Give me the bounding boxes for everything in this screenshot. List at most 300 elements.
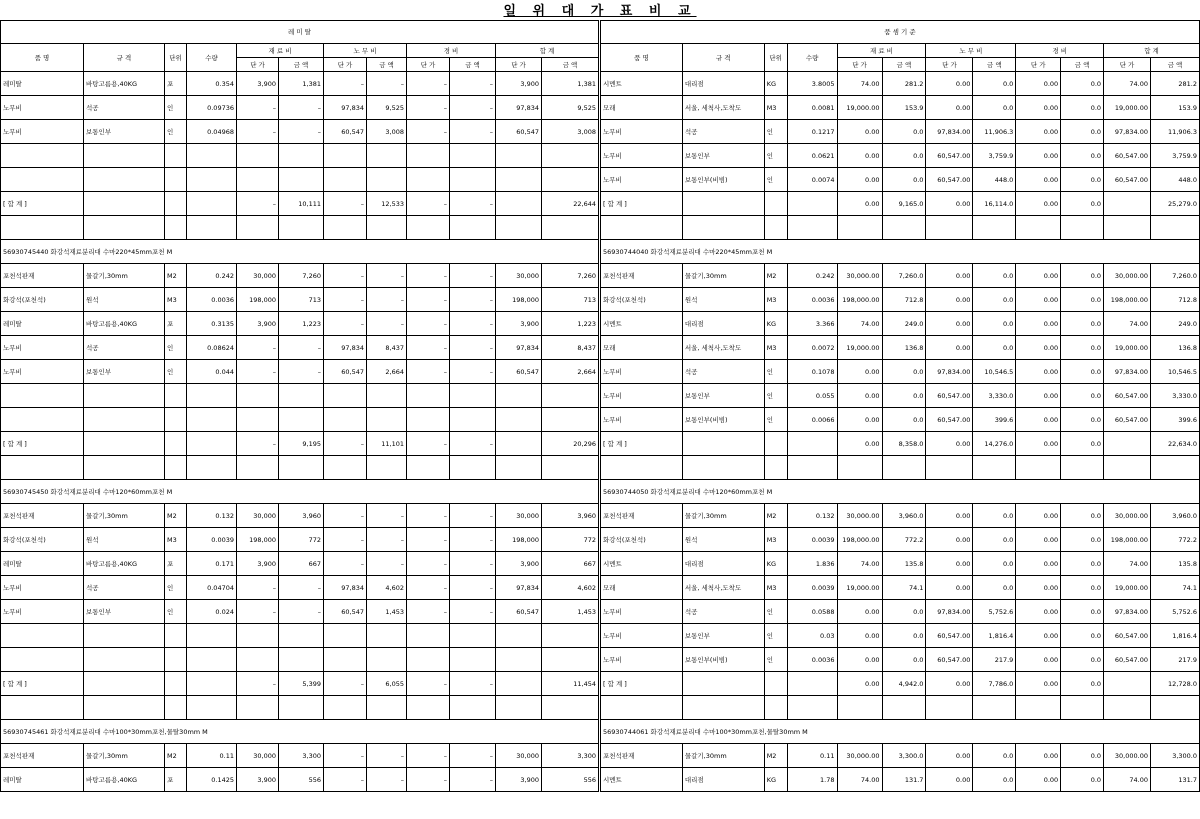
material-unit-price: 19,000.00 — [837, 576, 882, 600]
material-amount: 74.1 — [882, 576, 926, 600]
table-row — [1, 360, 599, 384]
total-amount: 217.9 — [1151, 648, 1200, 672]
total-amount: 3,300 — [542, 744, 599, 768]
empty-cell — [407, 648, 450, 672]
material-amount: – — [279, 576, 324, 600]
expense-amount: 0.0 — [1061, 744, 1104, 768]
labor-unit-price: – — [324, 192, 367, 216]
empty-cell — [84, 456, 165, 480]
item-spec — [84, 432, 165, 456]
table-row — [601, 288, 1200, 312]
expense-amount: 0.0 — [1061, 192, 1104, 216]
material-amount: 3,300.0 — [882, 744, 926, 768]
labor-amount: 0.0 — [973, 264, 1016, 288]
item-name: 노무비 — [601, 648, 683, 672]
total-unit-price — [1104, 192, 1151, 216]
header-spec: 규 격 — [682, 44, 764, 72]
material-amount: 7,260.0 — [882, 264, 926, 288]
item-spec: 원석 — [682, 528, 764, 552]
total-amount: 281.2 — [1151, 72, 1200, 96]
item-name: 노무비 — [601, 120, 683, 144]
item-qty: 0.0074 — [787, 168, 837, 192]
material-unit-price: 19,000.00 — [837, 336, 882, 360]
table-row — [1, 72, 599, 96]
expense-amount: – — [450, 360, 496, 384]
expense-amount: – — [450, 576, 496, 600]
total-amount: 399.6 — [1151, 408, 1200, 432]
expense-amount: 0.0 — [1061, 96, 1104, 120]
empty-cell — [187, 648, 237, 672]
empty-cell — [84, 648, 165, 672]
expense-unit-price: 0.00 — [1016, 360, 1061, 384]
table-row — [601, 576, 1200, 600]
item-spec: 보통인부 — [682, 624, 764, 648]
empty-cell — [407, 456, 450, 480]
empty-cell — [1, 696, 84, 720]
expense-amount: 0.0 — [1061, 768, 1104, 792]
labor-unit-price: 60,547 — [324, 120, 367, 144]
total-unit-price: 60,547 — [496, 120, 542, 144]
item-name: 모래 — [601, 576, 683, 600]
material-amount: 713 — [279, 288, 324, 312]
material-unit-price: 74.00 — [837, 312, 882, 336]
empty-cell — [1104, 696, 1151, 720]
right-table-body — [601, 21, 1200, 792]
item-qty: 0.354 — [187, 72, 237, 96]
item-code-row — [1, 480, 599, 504]
item-spec: 대리점 — [682, 552, 764, 576]
empty-cell — [1104, 456, 1151, 480]
material-unit-price: – — [237, 432, 279, 456]
item-qty: 0.242 — [787, 264, 837, 288]
item-spec: 물갈기,30mm — [84, 504, 165, 528]
item-unit: 인 — [165, 600, 187, 624]
expense-amount: 0.0 — [1061, 336, 1104, 360]
item-qty: 0.132 — [187, 504, 237, 528]
total-unit-price: 198,000.00 — [1104, 288, 1151, 312]
empty-cell — [496, 624, 542, 648]
total-amount: 12,728.0 — [1151, 672, 1200, 696]
labor-amount: 2,664 — [367, 360, 407, 384]
total-amount: 11,906.3 — [1151, 120, 1200, 144]
item-unit: 포 — [165, 72, 187, 96]
labor-unit-price: 97,834 — [324, 96, 367, 120]
material-amount: – — [279, 96, 324, 120]
table-row — [601, 528, 1200, 552]
labor-amount: 16,114.0 — [973, 192, 1016, 216]
item-qty — [787, 192, 837, 216]
empty-cell — [1, 144, 84, 168]
total-unit-price: 74.00 — [1104, 768, 1151, 792]
item-spec: 보통인부 — [84, 360, 165, 384]
total-unit-price: 60,547.00 — [1104, 648, 1151, 672]
total-unit-price: 60,547.00 — [1104, 384, 1151, 408]
item-qty — [187, 192, 237, 216]
material-unit-price: 0.00 — [837, 168, 882, 192]
header-unit-price: 단 가 — [496, 58, 542, 72]
empty-cell — [165, 384, 187, 408]
labor-amount: 3,008 — [367, 120, 407, 144]
labor-unit-price: 60,547 — [324, 360, 367, 384]
material-unit-price: – — [237, 192, 279, 216]
labor-unit-price: – — [324, 744, 367, 768]
expense-amount: – — [450, 600, 496, 624]
item-unit: 포 — [165, 768, 187, 792]
table-row — [601, 624, 1200, 648]
labor-unit-price: 60,547.00 — [926, 408, 973, 432]
total-unit-price: 60,547 — [496, 600, 542, 624]
item-qty: 0.0621 — [787, 144, 837, 168]
expense-unit-price: – — [407, 288, 450, 312]
empty-cell — [165, 144, 187, 168]
total-amount: 448.0 — [1151, 168, 1200, 192]
labor-unit-price: – — [324, 72, 367, 96]
item-qty: 0.0039 — [787, 528, 837, 552]
item-unit: 인 — [764, 120, 787, 144]
header-unit: 단위 — [165, 44, 187, 72]
empty-cell — [926, 456, 973, 480]
material-unit-price: 0.00 — [837, 384, 882, 408]
blank-row — [1, 384, 599, 408]
total-unit-price: 74.00 — [1104, 72, 1151, 96]
item-spec: 석공 — [682, 120, 764, 144]
table-row — [601, 600, 1200, 624]
header-name: 품 명 — [601, 44, 683, 72]
blank-row — [1, 696, 599, 720]
expense-amount: – — [450, 552, 496, 576]
item-qty: 0.04704 — [187, 576, 237, 600]
item-name: 레미탈 — [1, 768, 84, 792]
empty-cell — [279, 648, 324, 672]
item-name: [ 합 계 ] — [601, 192, 683, 216]
item-name: [ 합 계 ] — [1, 432, 84, 456]
expense-amount: 0.0 — [1061, 384, 1104, 408]
labor-amount: 11,101 — [367, 432, 407, 456]
empty-cell — [367, 696, 407, 720]
total-amount: 25,279.0 — [1151, 192, 1200, 216]
expense-amount: 0.0 — [1061, 408, 1104, 432]
expense-amount: – — [450, 432, 496, 456]
material-unit-price: – — [237, 120, 279, 144]
total-unit-price: 97,834 — [496, 576, 542, 600]
item-name: 포천석판재 — [601, 744, 683, 768]
item-name: 모래 — [601, 96, 683, 120]
table-row — [601, 768, 1200, 792]
empty-cell — [682, 696, 764, 720]
table-row — [601, 408, 1200, 432]
labor-unit-price: 0.00 — [926, 744, 973, 768]
item-spec: 물갈기,30mm — [682, 264, 764, 288]
total-amount: 22,644 — [542, 192, 599, 216]
blank-row — [1, 216, 599, 240]
empty-cell — [279, 624, 324, 648]
table-row — [601, 648, 1200, 672]
labor-unit-price: – — [324, 504, 367, 528]
material-unit-price: 3,900 — [237, 552, 279, 576]
total-unit-price: 97,834.00 — [1104, 120, 1151, 144]
empty-cell — [84, 144, 165, 168]
total-unit-price: 3,900 — [496, 552, 542, 576]
empty-cell — [279, 144, 324, 168]
item-name: 화강석(포천석) — [1, 528, 84, 552]
empty-cell — [324, 384, 367, 408]
table-row — [601, 168, 1200, 192]
empty-cell — [279, 384, 324, 408]
material-unit-price: 0.00 — [837, 648, 882, 672]
item-spec: 물갈기,30mm — [682, 744, 764, 768]
expense-amount: 0.0 — [1061, 504, 1104, 528]
material-amount: 249.0 — [882, 312, 926, 336]
item-name: 레미탈 — [1, 72, 84, 96]
labor-unit-price: 97,834 — [324, 336, 367, 360]
empty-cell — [542, 168, 599, 192]
item-qty: 3.8005 — [787, 72, 837, 96]
material-unit-price: 0.00 — [837, 120, 882, 144]
empty-cell — [407, 384, 450, 408]
item-spec: 보통인부 — [682, 384, 764, 408]
total-unit-price: 97,834.00 — [1104, 600, 1151, 624]
expense-amount: 0.0 — [1061, 576, 1104, 600]
item-unit: 인 — [764, 408, 787, 432]
item-qty — [787, 432, 837, 456]
item-qty: 0.0036 — [187, 288, 237, 312]
table-row — [601, 744, 1200, 768]
labor-unit-price: 0.00 — [926, 312, 973, 336]
item-spec: 대리점 — [682, 312, 764, 336]
item-qty: 0.171 — [187, 552, 237, 576]
total-amount: 9,525 — [542, 96, 599, 120]
item-spec: 바탕고름용,40KG — [84, 552, 165, 576]
expense-amount: – — [450, 288, 496, 312]
total-unit-price: 60,547.00 — [1104, 624, 1151, 648]
item-unit — [165, 432, 187, 456]
blank-row — [1, 144, 599, 168]
empty-cell — [237, 456, 279, 480]
item-unit: M3 — [764, 528, 787, 552]
labor-amount: 1,453 — [367, 600, 407, 624]
table-row — [1, 552, 599, 576]
labor-unit-price: – — [324, 768, 367, 792]
labor-amount: 448.0 — [973, 168, 1016, 192]
expense-unit-price: 0.00 — [1016, 336, 1061, 360]
item-qty: 0.3135 — [187, 312, 237, 336]
empty-cell — [84, 384, 165, 408]
item-name: 포천석판재 — [1, 504, 84, 528]
expense-unit-price: 0.00 — [1016, 288, 1061, 312]
empty-cell — [973, 696, 1016, 720]
item-name: 시멘트 — [601, 768, 683, 792]
item-unit: KG — [764, 552, 787, 576]
total-amount: 3,300.0 — [1151, 744, 1200, 768]
total-unit-price — [496, 432, 542, 456]
material-amount: – — [279, 336, 324, 360]
material-unit-price: 3,900 — [237, 312, 279, 336]
labor-amount: – — [367, 744, 407, 768]
empty-cell — [973, 456, 1016, 480]
expense-amount: – — [450, 672, 496, 696]
table-row — [601, 504, 1200, 528]
empty-cell — [496, 456, 542, 480]
labor-unit-price: – — [324, 432, 367, 456]
empty-cell — [764, 696, 787, 720]
empty-cell — [882, 696, 926, 720]
empty-cell — [542, 456, 599, 480]
empty-cell — [367, 648, 407, 672]
expense-amount: 0.0 — [1061, 672, 1104, 696]
left-cost-table — [0, 20, 599, 792]
expense-unit-price: 0.00 — [1016, 672, 1061, 696]
item-name: 화강석(포천석) — [601, 288, 683, 312]
empty-cell — [407, 696, 450, 720]
total-amount: 11,454 — [542, 672, 599, 696]
total-unit-price — [496, 672, 542, 696]
expense-unit-price: – — [407, 768, 450, 792]
item-qty: 0.0036 — [787, 288, 837, 312]
total-unit-price: 60,547.00 — [1104, 408, 1151, 432]
expense-unit-price: 0.00 — [1016, 624, 1061, 648]
labor-amount: 1,816.4 — [973, 624, 1016, 648]
empty-cell — [237, 648, 279, 672]
total-unit-price: 74.00 — [1104, 552, 1151, 576]
item-unit: 인 — [165, 336, 187, 360]
empty-cell — [496, 384, 542, 408]
item-unit: KG — [764, 72, 787, 96]
labor-amount: – — [367, 264, 407, 288]
item-spec: 물갈기,30mm — [84, 264, 165, 288]
blank-row — [601, 456, 1200, 480]
expense-amount: 0.0 — [1061, 144, 1104, 168]
header-amount: 금 액 — [542, 58, 599, 72]
total-unit-price: 19,000.00 — [1104, 336, 1151, 360]
item-spec: 원석 — [682, 288, 764, 312]
material-amount: 0.0 — [882, 120, 926, 144]
header-unit-price: 단 가 — [324, 58, 367, 72]
table-row — [601, 120, 1200, 144]
labor-unit-price: 60,547.00 — [926, 624, 973, 648]
item-name: 노무비 — [1, 336, 84, 360]
item-spec — [682, 192, 764, 216]
material-unit-price: 74.00 — [837, 72, 882, 96]
item-unit: 포 — [165, 552, 187, 576]
labor-amount: – — [367, 768, 407, 792]
empty-cell — [324, 216, 367, 240]
labor-unit-price: 60,547.00 — [926, 168, 973, 192]
expense-amount: 0.0 — [1061, 528, 1104, 552]
item-qty: 0.04968 — [187, 120, 237, 144]
item-unit: KG — [764, 768, 787, 792]
expense-unit-price: – — [407, 336, 450, 360]
material-unit-price: 198,000 — [237, 288, 279, 312]
empty-cell — [237, 624, 279, 648]
empty-cell — [496, 144, 542, 168]
empty-cell — [542, 384, 599, 408]
header-expense: 경 비 — [1016, 44, 1104, 58]
material-amount: 0.0 — [882, 408, 926, 432]
material-unit-price: 74.00 — [837, 768, 882, 792]
item-unit: 인 — [165, 576, 187, 600]
item-spec: 보통인부(비빔) — [682, 408, 764, 432]
material-amount: 135.8 — [882, 552, 926, 576]
empty-cell — [496, 648, 542, 672]
material-amount: 0.0 — [882, 360, 926, 384]
labor-amount: 0.0 — [973, 312, 1016, 336]
material-amount: 1,381 — [279, 72, 324, 96]
table-row — [1, 504, 599, 528]
total-amount: 4,602 — [542, 576, 599, 600]
empty-cell — [367, 384, 407, 408]
material-amount: 5,399 — [279, 672, 324, 696]
item-qty: 0.132 — [787, 504, 837, 528]
empty-cell — [187, 456, 237, 480]
item-unit: 인 — [764, 648, 787, 672]
material-amount: – — [279, 120, 324, 144]
item-qty: 0.1425 — [187, 768, 237, 792]
item-qty: 0.11 — [187, 744, 237, 768]
item-qty: 0.0081 — [787, 96, 837, 120]
empty-cell — [165, 216, 187, 240]
total-amount: 1,381 — [542, 72, 599, 96]
item-spec: 서울, 세척사,도착도 — [682, 336, 764, 360]
material-amount: 10,111 — [279, 192, 324, 216]
empty-cell — [496, 168, 542, 192]
item-name: 화강석(포천석) — [1, 288, 84, 312]
header-amount: 금 액 — [973, 58, 1016, 72]
header-material: 재 료 비 — [237, 44, 324, 58]
labor-amount: 10,546.5 — [973, 360, 1016, 384]
total-amount: 3,960.0 — [1151, 504, 1200, 528]
item-unit: 인 — [764, 360, 787, 384]
empty-cell — [787, 216, 837, 240]
header-expense: 경 비 — [407, 44, 496, 58]
labor-unit-price: 0.00 — [926, 528, 973, 552]
item-name: 레미탈 — [1, 312, 84, 336]
table-row — [1, 600, 599, 624]
empty-cell — [237, 144, 279, 168]
expense-unit-price: 0.00 — [1016, 144, 1061, 168]
material-unit-price: 30,000.00 — [837, 504, 882, 528]
total-unit-price: 19,000.00 — [1104, 96, 1151, 120]
total-amount: 153.9 — [1151, 96, 1200, 120]
header-total: 합 계 — [496, 44, 599, 58]
expense-amount: – — [450, 504, 496, 528]
item-qty: 1.78 — [787, 768, 837, 792]
item-name: 노무비 — [601, 600, 683, 624]
total-unit-price: 198,000 — [496, 528, 542, 552]
item-qty: 0.03 — [787, 624, 837, 648]
labor-amount: 0.0 — [973, 336, 1016, 360]
item-name: 포천석판재 — [1, 264, 84, 288]
labor-unit-price: 0.00 — [926, 96, 973, 120]
labor-unit-price: 0.00 — [926, 552, 973, 576]
total-unit-price — [496, 192, 542, 216]
total-unit-price — [1104, 672, 1151, 696]
item-code-title: 56930745440 화강석재료분리대 수마220*45mm포천 M — [1, 240, 599, 264]
labor-unit-price: 0.00 — [926, 576, 973, 600]
material-unit-price: 0.00 — [837, 192, 882, 216]
header-qty: 수량 — [187, 44, 237, 72]
item-spec — [682, 432, 764, 456]
empty-cell — [682, 456, 764, 480]
blank-row — [1, 168, 599, 192]
blank-row — [1, 624, 599, 648]
item-code-title: 56930745450 화강석재료분리대 수마120*60mm포천 M — [1, 480, 599, 504]
expense-unit-price: 0.00 — [1016, 600, 1061, 624]
header-unit: 단위 — [764, 44, 787, 72]
total-unit-price: 30,000.00 — [1104, 504, 1151, 528]
item-code-row — [1, 720, 599, 744]
item-name: 노무비 — [1, 120, 84, 144]
item-name: 노무비 — [601, 408, 683, 432]
